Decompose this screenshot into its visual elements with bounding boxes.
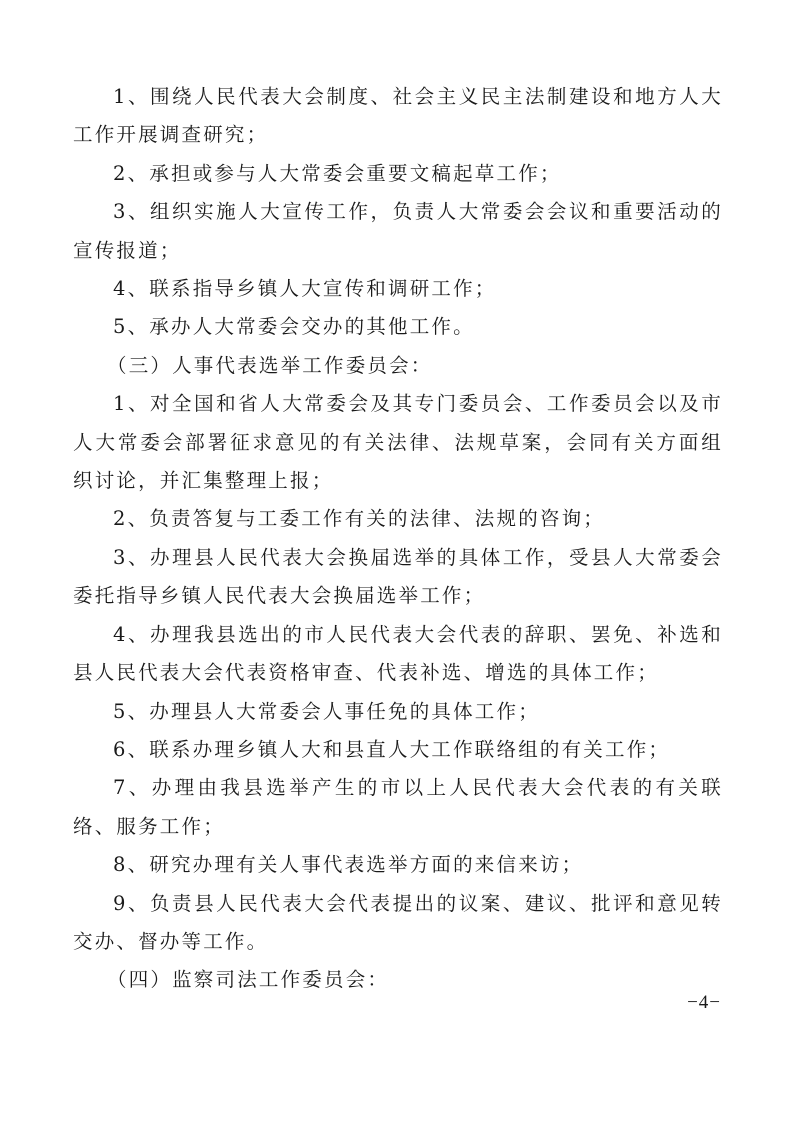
paragraph-deputy-liaison: 7、办理由我县选举产生的市以上人民代表大会代表的有关联络、服务工作； <box>73 776 723 838</box>
paragraph-proposals: 9、负责县人民代表大会代表提出的议案、建议、批评和意见转交办、督办等工作。 <box>73 891 723 953</box>
section-heading-supervision: （四）监察司法工作委员会： <box>107 968 390 992</box>
paragraph-township-guidance: 4、联系指导乡镇人大宣传和调研工作； <box>113 277 497 301</box>
paragraph-deputy-affairs: 4、办理我县选出的市人民代表大会代表的辞职、罢免、补选和县人民代表大会代表资格审查、代表补选、增选的具体工作； <box>73 622 723 685</box>
paragraph-law-drafts: 1、对全国和省人大常委会及其专门委员会、工作委员会以及市人大常委会部署征求意见的有关法律、法规草案，会同有关方面组织讨论，并汇集整理上报； <box>73 392 723 493</box>
paragraph-election: 3、办理县人民代表大会换届选举的具体工作，受县人大常委会委托指导乡镇人民代表大会换届选举工作； <box>73 545 723 608</box>
section-heading-personnel: （三）人事代表选举工作委员会： <box>107 353 433 377</box>
paragraph-publicity: 3、组织实施人大宣传工作，负责人大常委会会议和重要活动的宣传报道； <box>73 200 723 262</box>
paragraph-letters-visits: 8、研究办理有关人事代表选举方面的来信来访； <box>113 853 584 877</box>
paragraph-other-work: 5、承办人大常委会交办的其他工作。 <box>113 315 475 339</box>
paragraph-consultation: 2、负责答复与工委工作有关的法律、法规的咨询； <box>113 507 606 531</box>
document-body <box>73 78 723 1000</box>
paragraph-appointments: 5、办理县人大常委会人事任免的具体工作； <box>113 699 540 723</box>
paragraph-research: 1、围绕人民代表大会制度、社会主义民主法制建设和地方人大工作开展调查研究； <box>73 85 723 147</box>
page-number: −4− <box>687 992 721 1013</box>
paragraph-drafting: 2、承担或参与人大常委会重要文稿起草工作； <box>113 161 562 185</box>
paragraph-liaison-groups: 6、联系办理乡镇人大和县直人大工作联络组的有关工作； <box>113 737 671 761</box>
